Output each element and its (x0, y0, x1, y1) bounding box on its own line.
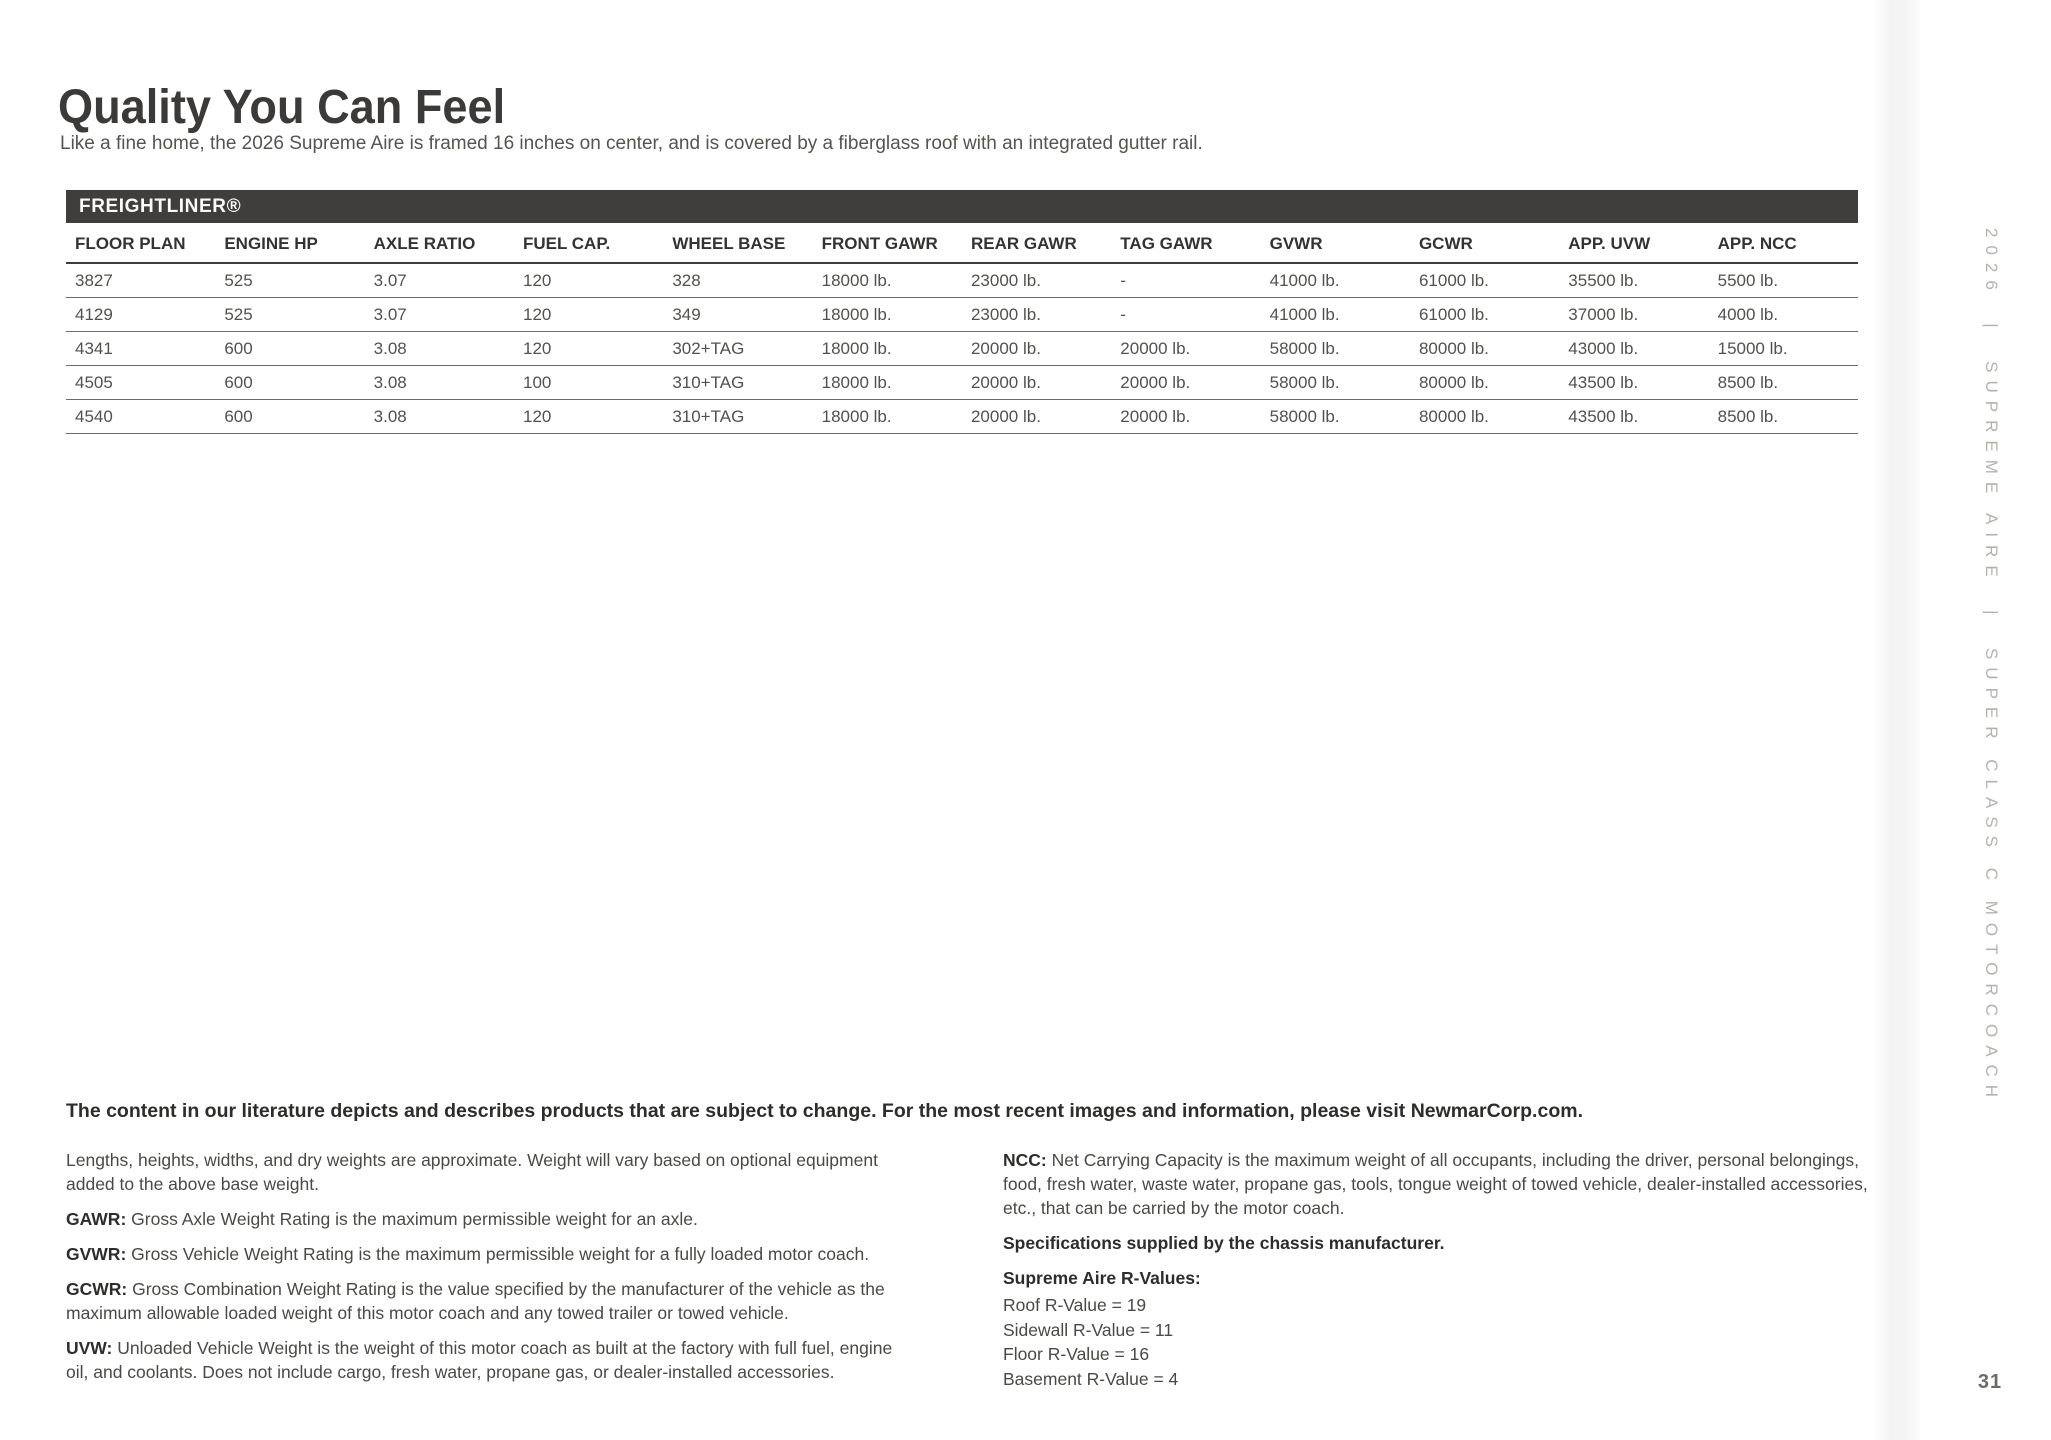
spec-cell: 525 (215, 298, 364, 332)
spec-cell: 4129 (66, 298, 215, 332)
spec-cell: 4540 (66, 400, 215, 434)
spec-cell: 15000 lb. (1709, 332, 1858, 366)
spec-cell: 8500 lb. (1709, 400, 1858, 434)
spec-cell: 3827 (66, 263, 215, 298)
page-number: 31 (1977, 1371, 2003, 1393)
spec-column-header: GCWR (1410, 223, 1559, 263)
rvalues-list (1003, 1293, 1871, 1391)
spec-cell: 43500 lb. (1559, 366, 1708, 400)
footnote-term: UVW: (66, 1338, 113, 1358)
spec-cell: 80000 lb. (1410, 332, 1559, 366)
ncc-definition (1003, 1148, 1871, 1220)
spec-column-header: GVWR (1261, 223, 1410, 263)
spec-header-row (66, 223, 1858, 263)
spec-table-body (66, 263, 1858, 434)
footnote-paragraph (66, 1148, 918, 1196)
spec-column-header: REAR GAWR (962, 223, 1111, 263)
spine-vertical-text: 2026 | SUPREME AIRE | SUPER CLASS C MOTORCOACH (1982, 228, 2001, 1106)
footnote-paragraph (66, 1207, 918, 1231)
spec-cell: 5500 lb. (1709, 263, 1858, 298)
spec-cell: 20000 lb. (1111, 366, 1260, 400)
spec-cell: 23000 lb. (962, 298, 1111, 332)
spec-cell: 43500 lb. (1559, 400, 1708, 434)
chassis-note: Specifications supplied by the chassis manufacturer. (1003, 1233, 1445, 1253)
footnote-text: Gross Combination Weight Rating is the value specified by the manufacturer of the vehicle as the maximum allowable loaded weight of this motor coach and any towed trailer or towed vehicle. (66, 1279, 885, 1323)
rvalue-line: Roof R-Value = 19 (1003, 1295, 1147, 1315)
rvalues-title: Supreme Aire R-Values: (1003, 1268, 1201, 1288)
table-row (66, 400, 1858, 434)
page-title: Quality You Can Feel (58, 81, 506, 135)
spec-column-header: APP. NCC (1709, 223, 1858, 263)
spec-cell: 18000 lb. (813, 263, 962, 298)
spec-cell: 302+TAG (663, 332, 812, 366)
ncc-text: Net Carrying Capacity is the maximum weight of all occupants, including the driver, personal belongings, food, fresh water, waste water, propane gas, tools, tongue weight of towed vehicle, dealer-installed accessories, etc., that can be carried by the motor coach. (1003, 1150, 1868, 1218)
spec-column-header: TAG GAWR (1111, 223, 1260, 263)
spec-cell: 600 (215, 366, 364, 400)
table-row (66, 263, 1858, 298)
spec-column-header: WHEEL BASE (663, 223, 812, 263)
spec-cell: 80000 lb. (1410, 400, 1559, 434)
spec-cell: 37000 lb. (1559, 298, 1708, 332)
spec-cell: 120 (514, 400, 663, 434)
rvalue-line: Floor R-Value = 16 (1003, 1344, 1150, 1364)
spec-cell: 3.07 (365, 263, 514, 298)
spec-cell: 4505 (66, 366, 215, 400)
footnote-text: Lengths, heights, widths, and dry weights are approximate. Weight will vary based on optional equipment added to the above base weight. (66, 1150, 878, 1194)
spec-cell: 61000 lb. (1410, 298, 1559, 332)
spec-cell: 100 (514, 366, 663, 400)
footnote-paragraph (66, 1277, 918, 1325)
table-row (66, 298, 1858, 332)
spec-cell: 18000 lb. (813, 298, 962, 332)
rvalue-line: Sidewall R-Value = 11 (1003, 1319, 1174, 1340)
spec-cell: 18000 lb. (813, 400, 962, 434)
spec-cell: 20000 lb. (962, 400, 1111, 434)
spec-cell: 18000 lb. (813, 332, 962, 366)
spec-cell: 80000 lb. (1410, 366, 1559, 400)
spec-column-header: FRONT GAWR (813, 223, 962, 263)
footnote-term: GCWR: (66, 1279, 128, 1299)
spec-cell: 23000 lb. (962, 263, 1111, 298)
spec-cell: 3.07 (365, 298, 514, 332)
spec-cell: 20000 lb. (962, 332, 1111, 366)
footnote-paragraph (66, 1242, 918, 1266)
spec-column-header: APP. UVW (1559, 223, 1708, 263)
footnotes-left-column (66, 1148, 918, 1395)
spec-cell: 41000 lb. (1261, 298, 1410, 332)
spec-cell: - (1111, 298, 1260, 332)
spec-cell: 43000 lb. (1559, 332, 1708, 366)
spec-cell: 3.08 (365, 332, 514, 366)
spec-cell: - (1111, 263, 1260, 298)
change-notice: The content in our literature depicts and describes products that are subject to change. For the most recent images and information, please visit NewmarCorp.com. (66, 1100, 1583, 1122)
spec-column-header: FLOOR PLAN (66, 223, 215, 263)
spec-cell: 120 (514, 263, 663, 298)
spec-cell: 20000 lb. (1111, 332, 1260, 366)
spec-cell: 525 (215, 263, 364, 298)
rvalue-line: Basement R-Value = 4 (1003, 1368, 1179, 1389)
spec-cell: 3.08 (365, 366, 514, 400)
spec-column-header: ENGINE HP (215, 223, 364, 263)
page-edge-shadow (1872, 0, 1924, 1440)
spec-cell: 58000 lb. (1261, 332, 1410, 366)
chassis-spec-table (66, 190, 1858, 434)
table-row (66, 366, 1858, 400)
spec-cell: 120 (514, 298, 663, 332)
spec-cell: 310+TAG (663, 400, 812, 434)
table-row (66, 332, 1858, 366)
footnote-text: Gross Vehicle Weight Rating is the maximum permissible weight for a fully loaded motor coach. (131, 1244, 870, 1264)
footnotes-right-column (1003, 1148, 1871, 1391)
spec-cell: 8500 lb. (1709, 366, 1858, 400)
footnote-term: GVWR: (66, 1244, 127, 1264)
spec-cell: 310+TAG (663, 366, 812, 400)
spec-cell: 349 (663, 298, 812, 332)
spec-cell: 41000 lb. (1261, 263, 1410, 298)
spec-cell: 600 (215, 332, 364, 366)
spec-cell: 20000 lb. (1111, 400, 1260, 434)
spec-cell: 58000 lb. (1261, 400, 1410, 434)
spec-cell: 328 (663, 263, 812, 298)
spec-table (66, 223, 1858, 434)
spec-cell: 3.08 (365, 400, 514, 434)
spec-cell: 18000 lb. (813, 366, 962, 400)
ncc-term: NCC: (1003, 1150, 1047, 1170)
spec-cell: 20000 lb. (962, 366, 1111, 400)
footnote-paragraph (66, 1336, 918, 1384)
spec-cell: 4341 (66, 332, 215, 366)
footnote-text: Gross Axle Weight Rating is the maximum permissible weight for an axle. (131, 1209, 698, 1229)
page-subtitle: Like a fine home, the 2026 Supreme Aire is framed 16 inches on center, and is covered by a fiberglass roof with an integrated gutter rail. (60, 133, 1203, 154)
spec-column-header: AXLE RATIO (365, 223, 514, 263)
footnote-term: GAWR: (66, 1209, 127, 1229)
spec-column-header: FUEL CAP. (514, 223, 663, 263)
spec-cell: 600 (215, 400, 364, 434)
footnote-text: Unloaded Vehicle Weight is the weight of this motor coach as built at the factory with full fuel, engine oil, and coolants. Does not include cargo, fresh water, propane gas, or dealer-installed accessories. (66, 1338, 893, 1382)
brand-bar: FREIGHTLINER® (66, 190, 1858, 223)
spec-cell: 4000 lb. (1709, 298, 1858, 332)
spec-cell: 58000 lb. (1261, 366, 1410, 400)
spec-cell: 35500 lb. (1559, 263, 1708, 298)
spec-cell: 120 (514, 332, 663, 366)
spec-cell: 61000 lb. (1410, 263, 1559, 298)
